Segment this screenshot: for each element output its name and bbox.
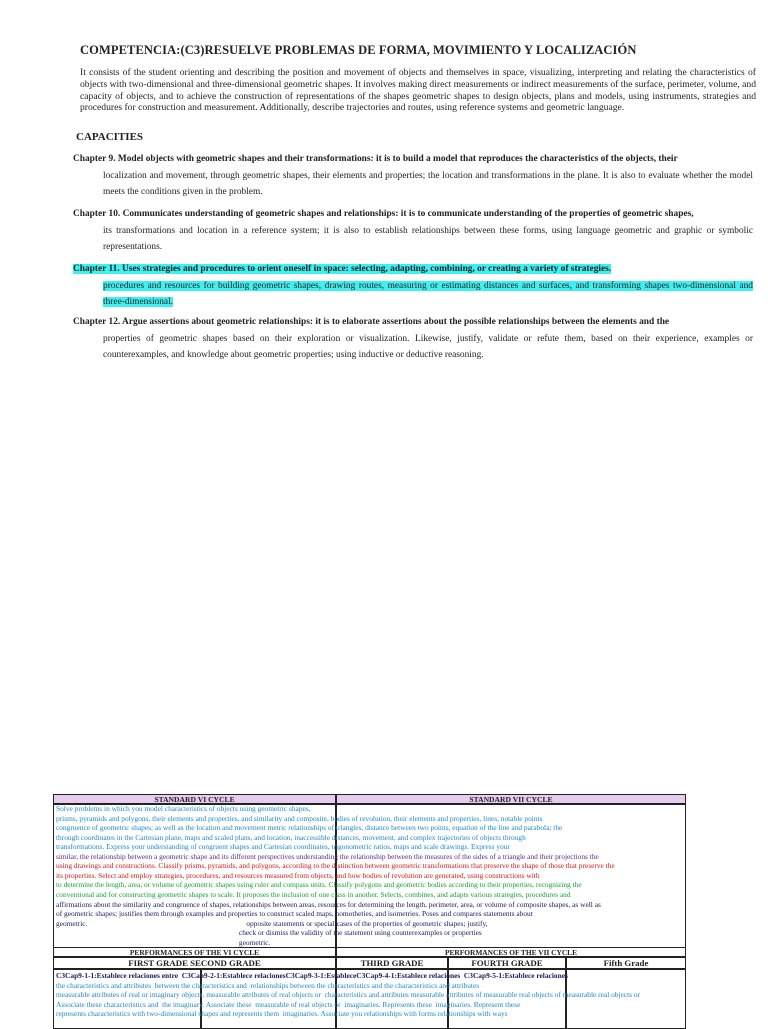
grade-1-2-header: FIRST GRADE SECOND GRADE	[53, 957, 336, 969]
grade-4-header: FOURTH GRADE	[448, 957, 566, 969]
chapter-12-text: properties of geometric shapes based on their exploration or visualization. Likewise, justify, validate or refute them, based on their experience, examples or counterexamples, and knowledge about geometric properties; using inductive or deductive reasoning.	[103, 333, 753, 361]
chapter-9	[73, 151, 753, 201]
standard-text-line: to determine the length, area, or volume of geometric shapes using ruler and compass units. Classify polygons and geometric bodies according to their properties, recognizing the	[56, 880, 582, 890]
standard-text-line: geometric. opposite statements or special cases of the properties of geometric shapes; justify,	[56, 918, 488, 928]
chapter-9-lead: Chapter 9. Model objects with geometric shapes and their transformations: it is to build a model that reproduces the characteristics of the objects, their	[73, 154, 678, 164]
performances-vi-header: PERFORMANCES OF THE VI CYCLE	[53, 947, 336, 957]
grade-3-header: THIRD GRADE	[336, 957, 448, 969]
grade-5-header: Fifth Grade	[566, 957, 686, 969]
performance-text-line: C3Cap9-1-1:Establece relaciones entre C3Cap9-2-1:Establece relacionesC3Cap9-3-1:EstableceC3Cap9-4-1:Establece relaciones C3Cap9-5-1:Establece relaciones	[56, 971, 568, 980]
chapter-12	[73, 314, 753, 364]
page-title: COMPETENCIA:(C3)RESUELVE PROBLEMAS DE FORMA, MOVIMIENTO Y LOCALIZACIÓN	[80, 43, 637, 57]
capacities-heading: CAPACITIES	[76, 131, 144, 143]
chapter-11	[73, 261, 753, 311]
standard-text-line: prisms, pyramids and polygons, their elements and properties, and similarity and composite, bodies of revolution, their elements and properties, lines, notable points	[56, 813, 543, 823]
standard-text-line: conventional and for constructing geometric shapes to scale. It proposes the inclusion of one class in another. Selects, combines, and adapts various strategies, procedures and	[56, 889, 571, 899]
chapter-11-text: procedures and resources for building geometric shapes, drawing routes, measuring or estimating distances and surfaces, and transforming shapes two-dimensional and three-dimensional.	[103, 280, 753, 308]
standard-text-line: congruence of geometric shapes; as well as the location and movement metric relationships of triangles, distance between two points, equation of the line and parabola; the	[56, 823, 563, 833]
standard-text-line: check or dismiss the validity of the statement using counterexamples or properties	[56, 928, 482, 938]
chapter-12-lead: Chapter 12. Argue assertions about geometric relationships: it is to elaborate assertions about the possible relationships between the elements and the	[73, 317, 670, 327]
chapter-11-lead: Chapter 11. Uses strategies and procedures to orient oneself in space: selecting, adapting, combining, or creating a variety of strategies.	[73, 264, 612, 274]
performance-text-line: Associate these characteristics and the imaginary. Associate these measurable of real objects or imaginaries. Represents these imaginaries. Represent these	[56, 999, 521, 1009]
standard-text-line: of geometric shapes; justifies them through examples and properties to construct scaled maps, homotheties, and isometries. Poses and compares statements about	[56, 909, 533, 919]
chapter-10-lead: Chapter 10. Communicates understanding of geometric shapes and relationships: it is to communicate understanding of the properties of geometric shapes,	[73, 209, 694, 219]
standard-vi-header: STANDARD VI CYCLE	[53, 794, 336, 804]
intro-paragraph: It consists of the student orienting and describing the position and movement of objects and themselves in space, visualizing, interpreting and relating the characteristics of objects with two-dimensional and three-dimensional geometric shapes. It involves making direct measurements or indirect measurements of the surface, perimeter, volume, and capacity of objects, and to achieve the construction of representations of the shapes geometric shapes to design objects, plans and models, using instruments, strategies and procedures for construction and measurement. Additionally, describe trajectories and routes, using reference systems and geometric language.	[80, 67, 756, 114]
standard-text-line: similar, the relationship between a geometric shape and its different perspectives understanding the relationship between the measures of the sides of a triangle and their projections the	[56, 851, 599, 861]
standard-text-line: through coordinates in the Cartesian plane, maps and scaled plans, and location, inaccessible distances, movement, and complex trajectories of objects through	[56, 832, 526, 842]
performance-text-line: measurable attributes of real or imaginary objects. measurable attributes of real objects or characteristics and attributes measurable attributes of measurable real objects of measurable real objects or	[56, 990, 641, 1000]
chapter-10	[73, 206, 753, 256]
standard-text-line: Solve problems in which you model characteristics of objects using geometric shapes,	[56, 804, 311, 813]
performance-text-line: represents characteristics with two-dimensional shapes and represents them imaginaries. Associate you relationships with forms relationships with ways	[56, 1009, 508, 1019]
standard-text-line: transformations. Express your understanding of congruent shapes and Cartesian coordinates, trigonometric ratios, maps and scale drawings. Express your	[56, 842, 510, 852]
chapter-10-text: its transformations and location in a reference system; it is also to establish relationships between these forms, using language geometric and graphic or symbolic representations.	[103, 225, 753, 253]
standard-text-line: geometric.	[56, 937, 271, 947]
performances-vii-header: PERFORMANCES OF THE VII CYCLE	[336, 947, 686, 957]
standards-table	[53, 794, 686, 1024]
standard-text-line: affirmations about the similarity and congruence of shapes, relationships between areas, resources for determining the length, perimeter, area, or volume of composite shapes, as well as	[56, 899, 601, 909]
standard-vii-header: STANDARD VII CYCLE	[336, 794, 686, 804]
performance-text-line: the characteristics and attributes between the characteristics and relationships between the characteristics and the characteristics and attributes	[56, 980, 480, 990]
chapter-9-text: localization and movement, through geometric shapes, their elements and properties; the location and transformations in the plane. It is also to evaluate whether the model meets the conditions given in the problem.	[103, 170, 753, 198]
standard-text-line: its properties. Select and employ strategies, procedures, and resources measured from objects, and how bodies of revolution are generated, using constructions with	[56, 870, 540, 880]
standard-text-line: using drawings and constructions. Classify prisms, pyramids, and polygons, according to the distinction between geometric transformations that preserve the shape of those that preserve the	[56, 861, 615, 871]
